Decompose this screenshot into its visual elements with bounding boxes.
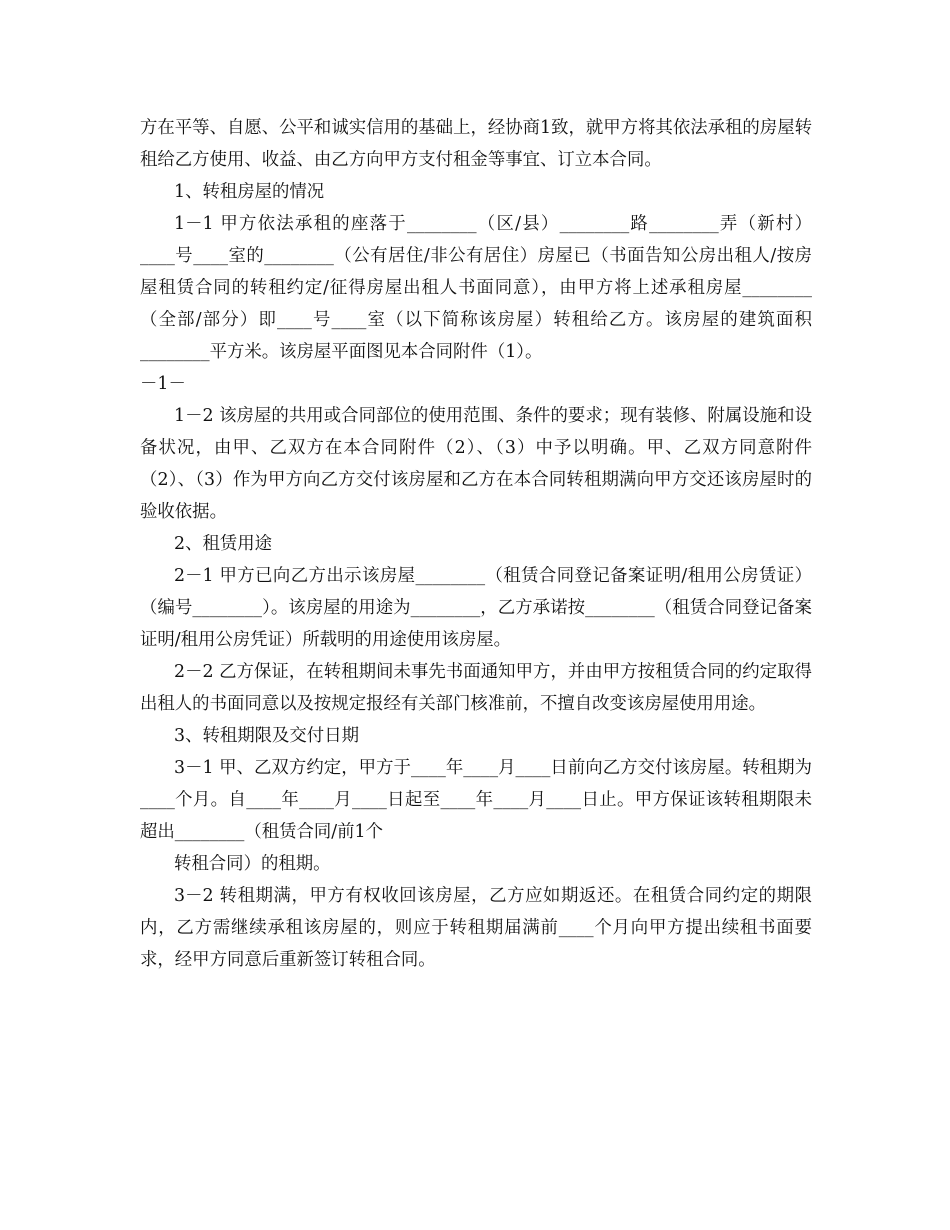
document-body xyxy=(140,112,812,976)
section-heading-1: 1、转租房屋的情况 xyxy=(174,182,325,202)
section-heading-2: 2、租赁用途 xyxy=(174,534,273,554)
clause-3-1: 3－1 甲、乙双方约定，甲方于____年____月____日前向乙方交付该房屋。转租期为____个月。自____年____月____日起至____年____月____日止。甲方保证该转租期限未超出________（租赁合同/前1个 xyxy=(140,758,812,842)
clause-3-2: 3－2 转租期满，甲方有权收回该房屋，乙方应如期返还。在租赁合同约定的期限内，乙方需继续承租该房屋的，则应于转租期届满前____个月向甲方提出续租书面要求，经甲方同意后重新签订转租合同。 xyxy=(140,886,812,970)
clause-3-1-continued: 转租合同）的租期。 xyxy=(174,854,331,874)
clause-1-1: 1－1 甲方依法承租的座落于________（区/县）________路________弄（新村）____号____室的________（公有居住/非公有居住）房屋已（书面告知公房出租人/按房屋租赁合同的转租约定/征得房屋出租人书面同意），由甲方将上述承租房屋________（全部/部分）即____号____室（以下简称该房屋）转租给乙方。该房屋的建筑面积________平方米。该房屋平面图见本合同附件（1）。 xyxy=(140,214,812,362)
section-heading-3: 3、转租期限及交付日期 xyxy=(174,726,359,746)
clause-2-2: 2－2 乙方保证，在转租期间未事先书面通知甲方，并由甲方按租赁合同的约定取得出租人的书面同意以及按规定报经有关部门核准前，不擅自改变该房屋使用用途。 xyxy=(140,662,812,714)
clause-2-1: 2－1 甲方已向乙方出示该房屋________（租赁合同登记备案证明/租用公房赁证）（编号________）。该房屋的用途为________，乙方承诺按________（租赁合同登记备案证明/租用公房凭证）所载明的用途使用该房屋。 xyxy=(140,566,812,650)
page-number: －1－ xyxy=(140,374,186,394)
paragraph-intro: 方在平等、自愿、公平和诚实信用的基础上，经协商1致，就甲方将其依法承租的房屋转租给乙方使用、收益、由乙方向甲方支付租金等事宜、订立本合同。 xyxy=(140,118,812,170)
clause-1-2: 1－2 该房屋的共用或合同部位的使用范围、条件的要求；现有装修、附属设施和设备状况，由甲、乙双方在本合同附件（2）、（3）中予以明确。甲、乙双方同意附件（2）、（3）作为甲方向乙方交付该房屋和乙方在本合同转租期满向甲方交还该房屋时的验收依据。 xyxy=(140,406,812,522)
